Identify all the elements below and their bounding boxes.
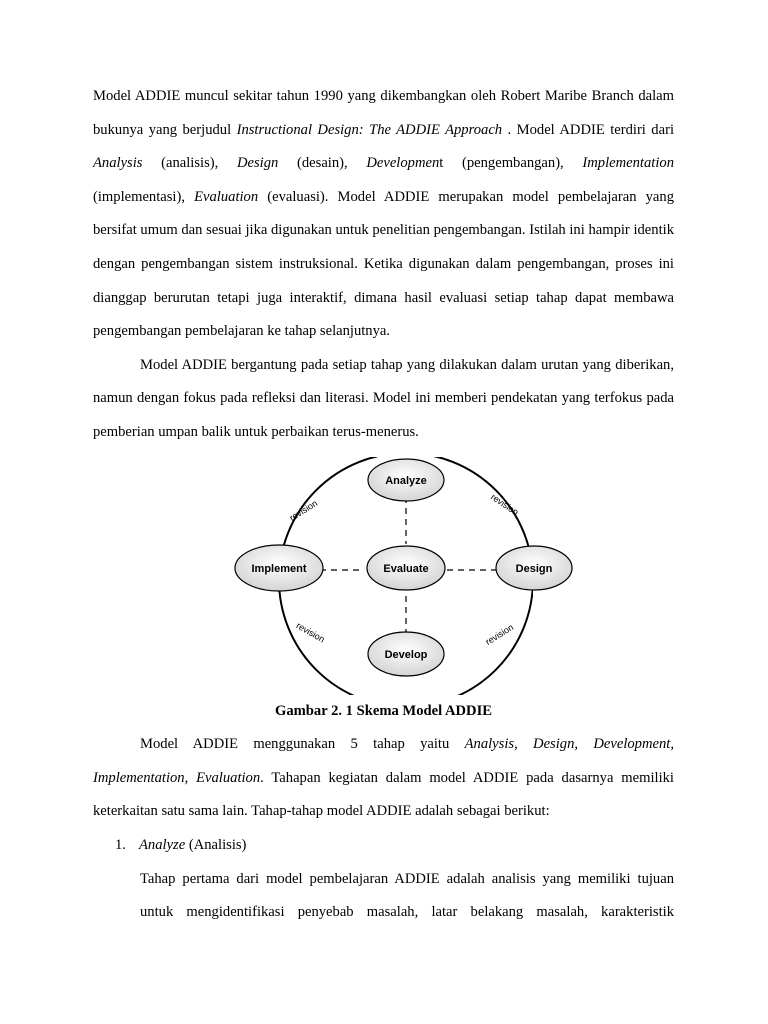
- list-item-analyze: [93, 829, 674, 863]
- design-label: Design: [515, 562, 553, 575]
- addie-nodes-svg: [233, 457, 573, 695]
- addie-diagram: [93, 457, 674, 695]
- revision-label-bottom-left: revision: [294, 619, 327, 645]
- node-develop: [368, 632, 444, 676]
- revision-label-top-left: revision: [287, 497, 320, 523]
- develop-label: Develop: [384, 648, 428, 661]
- node-evaluate: [367, 546, 445, 590]
- node-design: [496, 546, 572, 590]
- figure-caption: Gambar 2. 1 Skema Model ADDIE: [274, 702, 493, 719]
- evaluate-label: Evaluate: [383, 562, 429, 575]
- document-page: [93, 80, 674, 930]
- paragraph-intro: Model ADDIE muncul sekitar tahun 1990 yang dikembangkan oleh Robert Maribe Branch dalam bukunya yang berjudul Instructional Design: The ADDIE Approach . Model ADDIE terdiri dari Analysis (analisis), Design (desain), Development (pengembangan), Implementation (implementasi), Evaluation (evaluasi). Model ADDIE merupakan model pembelajaran yang bersifat umum dan sesuai jika digunakan untuk penelitian pengembangan. Istilah ini hampir identik dengan pengembangan sistem instruksional. Ketika digunakan dalam pengembangan, proses ini dianggap berurutan tetapi juga interaktif, dimana hasil evaluasi setiap tahap dapat membawa pengembangan pembelajaran ke tahap selanjutnya.: [93, 88, 674, 340]
- node-implement: [235, 545, 323, 591]
- revision-label-top-right: revision: [489, 491, 521, 517]
- list-number: 1.: [115, 836, 126, 853]
- paragraph-stages: Model ADDIE menggunakan 5 tahap yaitu Analysis, Design, Development, Implementation, Evaluation. Tahapan kegiatan dalam model ADDIE pada dasarnya memiliki keterkaitan satu sama lain. Tahap-tahap model ADDIE adalah sebagai berikut:: [93, 736, 674, 820]
- paragraph-analyze-desc: Tahap pertama dari model pembelajaran ADDIE adalah analisis yang memiliki tujuan untuk mengidentifikasi penyebab masalah, latar belakang masalah, karakteristik: [140, 870, 674, 921]
- node-analyze: [368, 459, 444, 501]
- implement-label: Implement: [251, 562, 307, 575]
- paragraph-focus: Model ADDIE bergantung pada setiap tahap yang dilakukan dalam urutan yang diberikan, namun dengan fokus pada refleksi dan literasi. Model ini memberi pendekatan yang terfokus pada pemberian umpan balik untuk perbaikan terus-menerus.: [93, 356, 674, 440]
- revision-label-bottom-right: revision: [483, 621, 516, 647]
- list-label: Analyze (Analisis): [139, 836, 247, 853]
- analyze-label: Analyze: [385, 474, 427, 487]
